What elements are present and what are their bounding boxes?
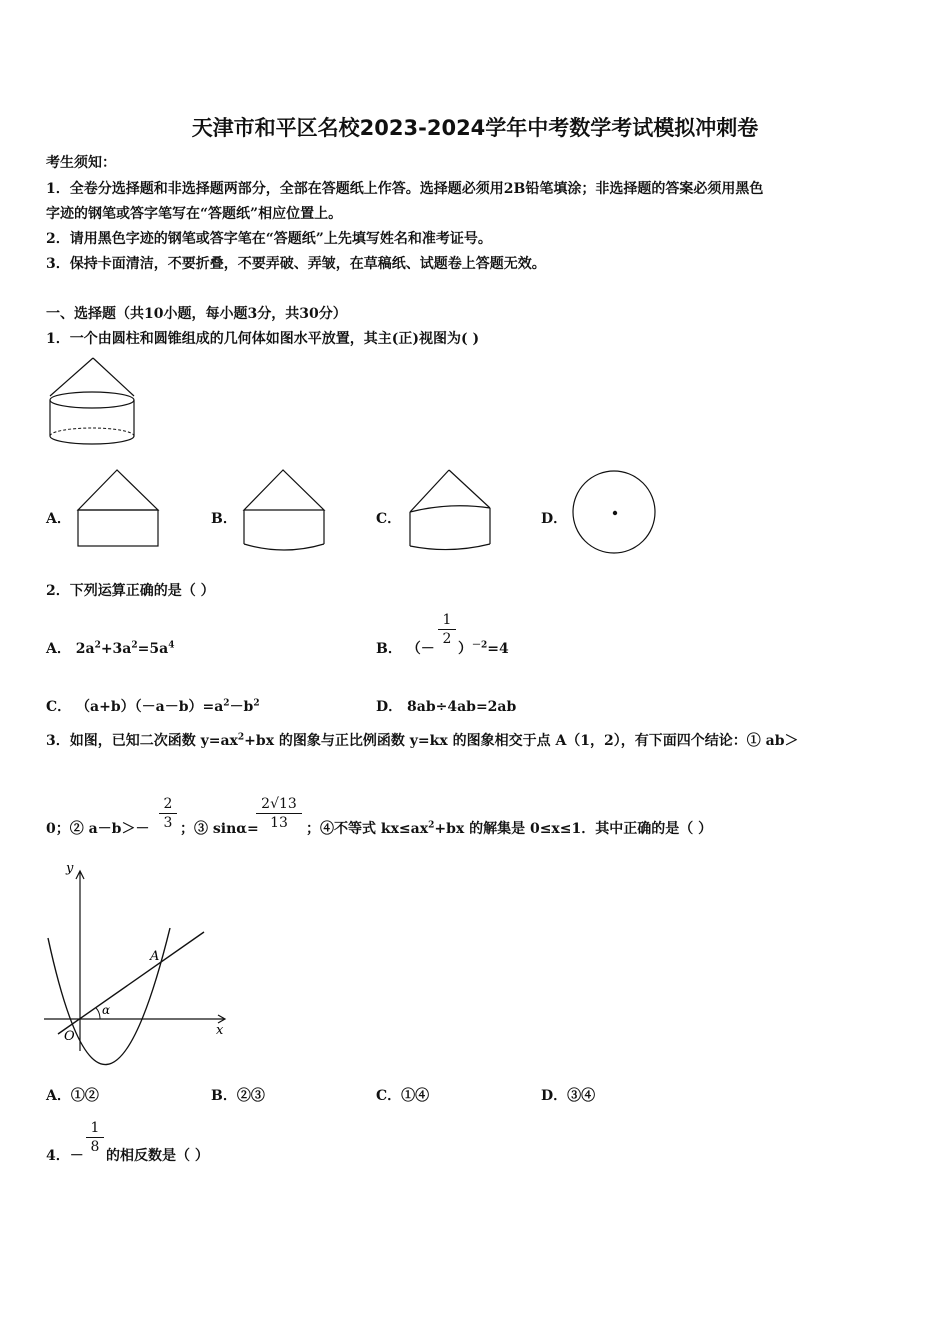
q1-option-b-figure	[242, 468, 328, 554]
q2-option-c-label: C．	[46, 699, 72, 715]
q3-fraction-sin	[256, 796, 302, 831]
q4-fraction-numerator: 1	[90, 1120, 100, 1136]
question-2-stem: 2．下列运算正确的是（ ）	[46, 583, 215, 599]
q1-option-d-figure	[572, 472, 658, 558]
page-title: 天津市和平区名校2023-2024学年中考数学考试模拟冲刺卷	[191, 116, 759, 140]
q3-fraction-sin-numerator: 2√13	[261, 796, 297, 812]
q2-option-b-fraction-denominator: 2	[442, 631, 452, 647]
graph-y-label: y	[66, 861, 74, 876]
notice-line-3: 3．保持卡面清洁，不要折叠，不要弄破、弄皱，在草稿纸、试题卷上答题无效。	[46, 256, 546, 272]
q2-option-d-label: D．	[376, 699, 403, 715]
q3-option-a[interactable]: A．①②	[46, 1088, 99, 1104]
question-3-stem: 3．如图，已知二次函数 $y=ax^2+bx$ 的图象与正比例函数 y=kx 的图象相交于点 A（1，2），有下面四个结论：① ab＞	[46, 732, 799, 749]
q1-option-b-label[interactable]: B．	[211, 511, 237, 527]
q3-option-d[interactable]: D．③④	[541, 1088, 596, 1104]
graph-origin-label: O	[64, 1029, 75, 1044]
notice-heading: 考生须知：	[46, 155, 116, 171]
q1-option-a-label[interactable]: A．	[46, 511, 71, 527]
q2-option-c-text: $(a+b)(-a-b)=a^2-b^2$	[76, 698, 260, 715]
question-4-number: 4．－	[46, 1148, 84, 1164]
q3-function-graph	[44, 861, 234, 1056]
q4-fraction-denominator: 8	[90, 1139, 100, 1155]
q4-fraction	[86, 1120, 104, 1155]
q1-option-a-figure	[76, 468, 162, 550]
q3-option-b[interactable]: B．②③	[211, 1088, 265, 1104]
notice-line-1a: 1．全卷分选择题和非选择题两部分，全部在答题纸上作答。选择题必须用2B铅笔填涂；非选择题的答案必须用黑色	[46, 181, 764, 197]
graph-point-a-label: A	[150, 949, 160, 964]
q2-option-a-label: A．	[46, 641, 71, 657]
q3-stem-line-2b: ；③ sinα=	[180, 821, 259, 837]
q3-fraction-sin-denominator: 13	[270, 815, 288, 831]
q2-option-b-suffix: ）$^{-2}$=4	[458, 640, 509, 657]
graph-alpha-label: α	[102, 1003, 111, 1017]
q3-stem-line-2c: ；④不等式 $kx\le ax^2+bx$ 的解集是 0≤x≤1．其中正确的是（ ）	[306, 820, 713, 837]
notice-line-2: 2．请用黑色字迹的钢笔或答字笔在“答题纸”上先填写姓名和准考证号。	[46, 231, 492, 247]
question-1-stem: 1．一个由圆柱和圆锥组成的几何体如图水平放置，其主(正)视图为( )	[46, 331, 480, 347]
q3-fraction-2-3-denominator: 3	[163, 815, 173, 831]
q1-solid-figure	[48, 356, 138, 448]
q3-option-c[interactable]: C．①④	[376, 1088, 430, 1104]
q2-option-b[interactable]	[376, 638, 435, 658]
q1-option-d-label[interactable]: D．	[541, 511, 568, 527]
q2-option-d[interactable]	[376, 696, 516, 716]
q3-fraction-2-3	[159, 796, 177, 831]
q3-stem-line-2a: 0；② a－b＞－	[46, 821, 150, 837]
question-4-stem: 的相反数是（ ）	[106, 1148, 209, 1164]
q2-option-b-fraction-numerator: 1	[442, 612, 452, 628]
q2-option-c[interactable]	[46, 696, 260, 716]
q1-option-c-figure	[408, 468, 494, 554]
q2-option-a[interactable]	[46, 638, 174, 658]
q2-option-d-text: 8ab÷4ab=2ab	[407, 699, 517, 715]
section-heading: 一、选择题（共10小题，每小题3分，共30分）	[46, 306, 347, 322]
q2-option-b-prefix: （－	[406, 641, 435, 657]
q2-option-a-text: $2a^2+3a^2=5a^4$	[75, 640, 175, 657]
q3-fraction-2-3-numerator: 2	[163, 796, 173, 812]
q2-option-b-fraction	[438, 612, 456, 647]
q1-option-c-label[interactable]: C．	[376, 511, 402, 527]
notice-line-1b: 字迹的钢笔或答字笔写在“答题纸”相应位置上。	[46, 206, 343, 222]
q2-option-b-label: B．	[376, 641, 402, 657]
graph-x-label: x	[216, 1023, 224, 1038]
